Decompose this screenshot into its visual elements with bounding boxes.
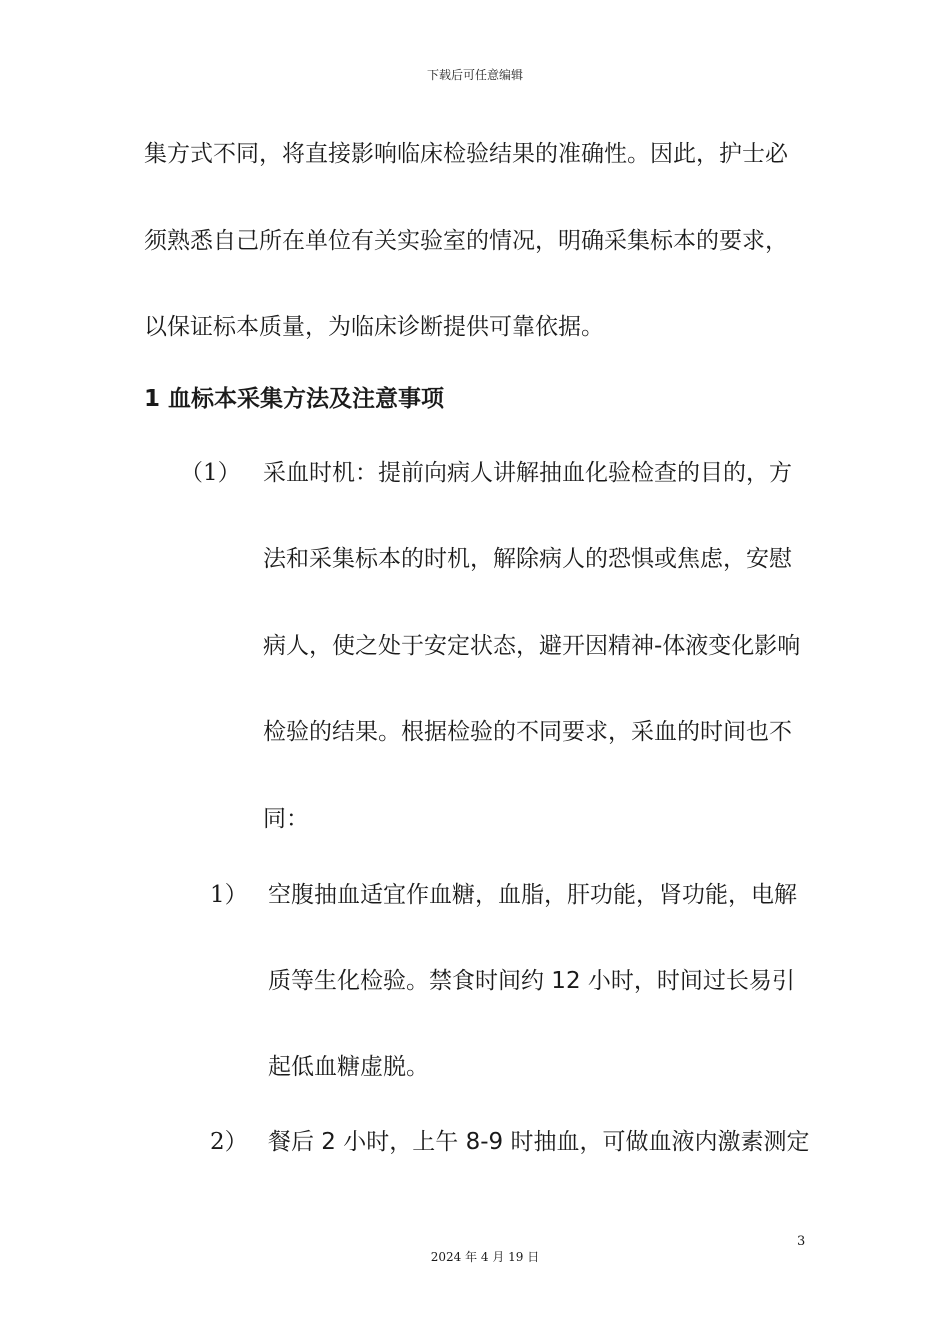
page-number: 3 <box>797 1234 806 1249</box>
intro-line-3: 以保证标本质量，为临床诊断提供可靠依据。 <box>144 314 604 340</box>
sub-item-1-marker: 1） <box>210 882 248 908</box>
sub-item-1-line-3: 起低血糖虚脱。 <box>268 1054 429 1080</box>
sub-item-2-line-1: 餐后 2 小时，上午 8-9 时抽血，可做血液内激素测定 <box>268 1129 810 1155</box>
item-1-line-4: 检验的结果。根据检验的不同要求，采血的时间也不 <box>263 719 792 745</box>
item-1-line-5: 同： <box>263 806 309 832</box>
intro-line-1: 集方式不同，将直接影响临床检验结果的准确性。因此，护士必 <box>144 141 788 167</box>
sub-item-1-line-1: 空腹抽血适宜作血糖，血脂，肝功能，肾功能，电解 <box>268 882 797 908</box>
intro-line-2: 须熟悉自己所在单位有关实验室的情况，明确采集标本的要求， <box>144 228 788 254</box>
footer-date: 2024 年 4 月 19 日 <box>430 1250 540 1264</box>
sub-item-1-line-2: 质等生化检验。禁食时间约 12 小时，时间过长易引 <box>268 968 795 994</box>
section-heading: 1 血标本采集方法及注意事项 <box>144 386 445 412</box>
item-1-marker: （1） <box>180 460 241 486</box>
page-header: 下载后可任意编辑 <box>426 68 523 82</box>
item-1-line-1: 采血时机：提前向病人讲解抽血化验检查的目的，方 <box>263 460 792 486</box>
item-1-line-2: 法和采集标本的时机，解除病人的恐惧或焦虑，安慰 <box>263 546 792 572</box>
item-1-line-3: 病人，使之处于安定状态，避开因精神-体液变化影响 <box>263 633 801 659</box>
sub-item-2-marker: 2） <box>210 1129 248 1155</box>
